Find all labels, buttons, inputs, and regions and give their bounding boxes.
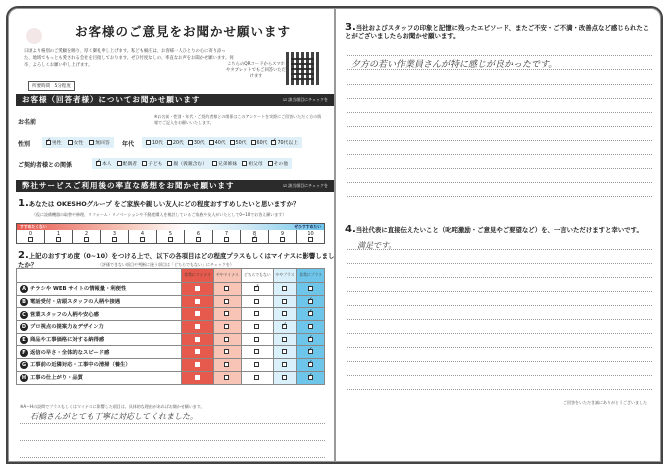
answer-line [347,277,652,278]
scale-option-8[interactable] [241,230,269,243]
service-section-title: 弊社サービスご利用後の率直な感想をお聞かせ願います [22,181,235,190]
relation-option[interactable]: 子ども [142,160,162,167]
row-label: B 電話受付・店頭スタッフの人柄や接遇 [17,295,182,308]
table-row [17,333,325,346]
col-slightly-negative: ややマイナス [214,269,242,283]
answer-line [347,55,652,56]
survey-right-page [335,6,663,464]
answer-line [347,154,652,155]
check-hint: ☑ 該当項目にチェックを [283,183,328,188]
qr-code-icon[interactable] [286,52,319,85]
question-4: 4.当社代表に直接伝えたいこと（叱咤激励・ご意見やご要望など）を、一言いただけますと幸いです。 [345,224,643,235]
row-label: D プロ視点の提案力＆デザイン力 [17,321,182,334]
answer-line [347,98,652,99]
checkbox[interactable] [224,237,229,242]
table-row [17,308,325,321]
name-label: お名前 [18,119,37,126]
answer-line [347,69,652,70]
relation-option[interactable]: 祖父母 [242,160,262,167]
table-row [17,346,325,359]
answer-line [20,440,325,441]
customer-section-title: お客様（回答者様）についてお聞かせ願います [22,95,201,104]
row-label: F 返信の早さ・全体的なスピード感 [17,346,182,359]
checkbox-checked[interactable] [96,161,101,166]
relation-option[interactable]: 配偶者 [117,160,137,167]
relation-option[interactable]: その他 [268,160,288,167]
answer-line [347,319,652,320]
question-3-answer[interactable]: 夕方の若い作業員さんが特に感じが良かったです。 [351,60,558,70]
company-logo [26,28,42,44]
table-row [17,283,325,296]
age-label: 年代 [122,141,135,148]
question-1: 1.あなたは OKESHOグループ をご家族や親しい友人にどの程度おすすめしたいと思いますか？ [18,198,300,209]
answer-line [347,263,652,264]
question-2: 2.上記のおすすめ度（0~10）をつける上で、以下の各項目はどの程度プラスもしくはマイナスに影響しましたか？ [18,250,335,269]
checkbox[interactable] [112,237,117,242]
checkbox[interactable] [212,161,217,166]
survey-left-page [6,6,335,464]
name-field[interactable] [48,114,148,124]
checkbox-checked[interactable] [46,140,51,145]
relation-option[interactable]: 兄弟姉妹 [212,160,237,167]
answer-line [347,333,652,334]
question-3: 3.当社およびスタッフの印象と記憶に残ったエピソード、またご不安・ご不満・改善点など感じられたことがございましたらお聞かせ願います。 [345,22,650,40]
age-option[interactable]: 50代 [230,139,247,146]
checkbox[interactable] [89,140,94,145]
checkbox[interactable] [242,161,247,166]
answer-line [347,182,652,183]
answer-line [347,249,652,250]
checkbox[interactable] [56,237,61,242]
relation-option[interactable]: ✓ 本人 [96,160,112,167]
recommend-scale [16,223,325,244]
checkbox[interactable] [167,140,172,145]
gender-option[interactable]: 無回答 [89,139,109,146]
answer-line [347,361,652,362]
answer-line [20,457,325,458]
answer-line [347,196,652,197]
checkbox[interactable] [209,140,214,145]
checkbox[interactable] [168,237,173,242]
gender-option[interactable]: ✓ 男性 [46,139,62,146]
row-label: A チラシや WEB サイトの情報量・利便性 [17,283,182,296]
scale-option-9[interactable]: 9 [269,230,297,243]
answer-line [347,347,652,348]
col-very-positive: 非常にプラス [297,269,325,283]
answer-line [347,140,652,141]
question-2-sub: （評価できない項目や判断に迷う項目は「どちらでもない」にチェックを） [98,262,234,267]
checkbox-checked[interactable] [271,140,276,145]
row-label: C 営業スタッフの人柄や安心感 [17,308,182,321]
customer-section-header [16,94,334,106]
answer-line [347,112,652,113]
checkbox[interactable] [84,237,89,242]
checkbox[interactable] [268,161,273,166]
check-hint: ☑ 該当項目にチェックを [283,97,328,102]
scale-option-2[interactable]: 2 [73,230,101,243]
comment-note: ※A〜Hの設問でプラスもしくはマイナスに影響した項目は、具体的な理由があればお聞かせ願います。 [20,404,205,409]
col-very-negative: 非常にマイナス [182,269,214,283]
scale-option-3[interactable]: 3 [101,230,129,243]
table-row [17,295,325,308]
gender-options [42,137,114,148]
checkbox-checked[interactable] [252,237,257,242]
relation-options [92,158,292,169]
answer-line [347,305,652,306]
qr-caption: こちらのQRコードからスマホやタブレットでもご回答いただけます [226,62,286,79]
intro-text: 日頃より格別のご愛顧を賜り、厚く御礼申し上げます。私ども桶庄は、お客様一人ひとりの心に寄り添った、地域でもっとも愛される会社を目指しております。ぜひ忖度なしの、率直なお声をお聞かせ願います。何卒、よろしくお願い申し上げます。 [24,49,234,68]
scale-option-6[interactable]: 6 [185,230,213,243]
answer-line [347,389,652,390]
table-header-row [17,269,325,283]
question-1-sub: （仮に設備機器の取替や修理、リフォーム・リノベーションや不動産購入を検討しているご家族や友人がいたとして0~10でお答え願います） [32,212,287,217]
row-label: G 工事前の近隣対応・工事中の清掃（養生） [17,359,182,372]
scale-left-label: すすめたくない [20,224,47,229]
scale-option-10[interactable]: 10 [297,230,324,243]
col-slightly-positive: ややプラス [273,269,296,283]
age-option[interactable]: 40代 [209,139,226,146]
checkbox[interactable] [188,140,193,145]
impact-table [16,268,325,385]
checkbox[interactable] [308,237,313,242]
gender-option[interactable]: 女性 [68,139,84,146]
checkbox[interactable] [146,140,151,145]
checkbox[interactable] [28,237,33,242]
thanks-message: ご回答をいただき誠にありがとうございました [563,400,647,405]
answer-line [347,375,652,376]
checkbox[interactable] [140,237,145,242]
scale-option-4[interactable]: 4 [129,230,157,243]
checkbox[interactable] [196,237,201,242]
table-row [17,359,325,372]
scale-option-0[interactable]: 0 [17,230,45,243]
col-neutral: どちらでもない [241,269,273,283]
age-option[interactable]: 60代 [251,139,268,146]
comment-answer[interactable]: 石橋さんがとても丁寧に対応してくれました。 [30,412,198,421]
scale-option-7[interactable]: 7 [213,230,241,243]
checkbox[interactable] [251,140,256,145]
age-option[interactable]: 20代 [167,139,184,146]
relation-option[interactable]: 親（義親含む） [167,160,207,167]
scale-option-1[interactable]: 1 [45,230,73,243]
table-row [17,321,325,334]
row-label: H 工事の仕上がり・品質 [17,371,182,384]
page-title: お客様のご意見をお聞かせ願います [74,24,291,39]
answer-line [20,423,325,424]
checkbox[interactable] [68,140,73,145]
age-option[interactable]: 10代 [146,139,163,146]
checkbox[interactable] [117,161,122,166]
age-option[interactable]: ✓ 70代以上 [271,139,298,146]
row-label: E 商品や工事価格に対する納得感 [17,333,182,346]
time-required: 所要時間 5分程度 [28,81,75,91]
checkbox[interactable] [167,161,172,166]
checkbox[interactable] [280,237,285,242]
checkbox[interactable] [142,161,147,166]
table-row [17,371,325,384]
age-option[interactable]: 30代 [188,139,205,146]
scale-right-label: ぜひすすめたい [294,224,321,229]
question-4-answer[interactable]: 満足です。 [357,241,397,250]
checkbox[interactable] [230,140,235,145]
answer-line [347,84,652,85]
age-options [142,137,302,148]
answer-line [347,291,652,292]
name-note: ※お名前・性別・年代・ご契約者様との関係はこのアンケートを実際にご回答いただく方の情報でご記入をお願いいたします。 [154,114,322,125]
service-section-header [16,180,334,192]
answer-line [347,168,652,169]
gender-label: 性別 [18,141,31,148]
relation-label: ご契約者様との関係 [18,162,73,169]
answer-line [347,126,652,127]
scale-option-5[interactable]: 5 [157,230,185,243]
